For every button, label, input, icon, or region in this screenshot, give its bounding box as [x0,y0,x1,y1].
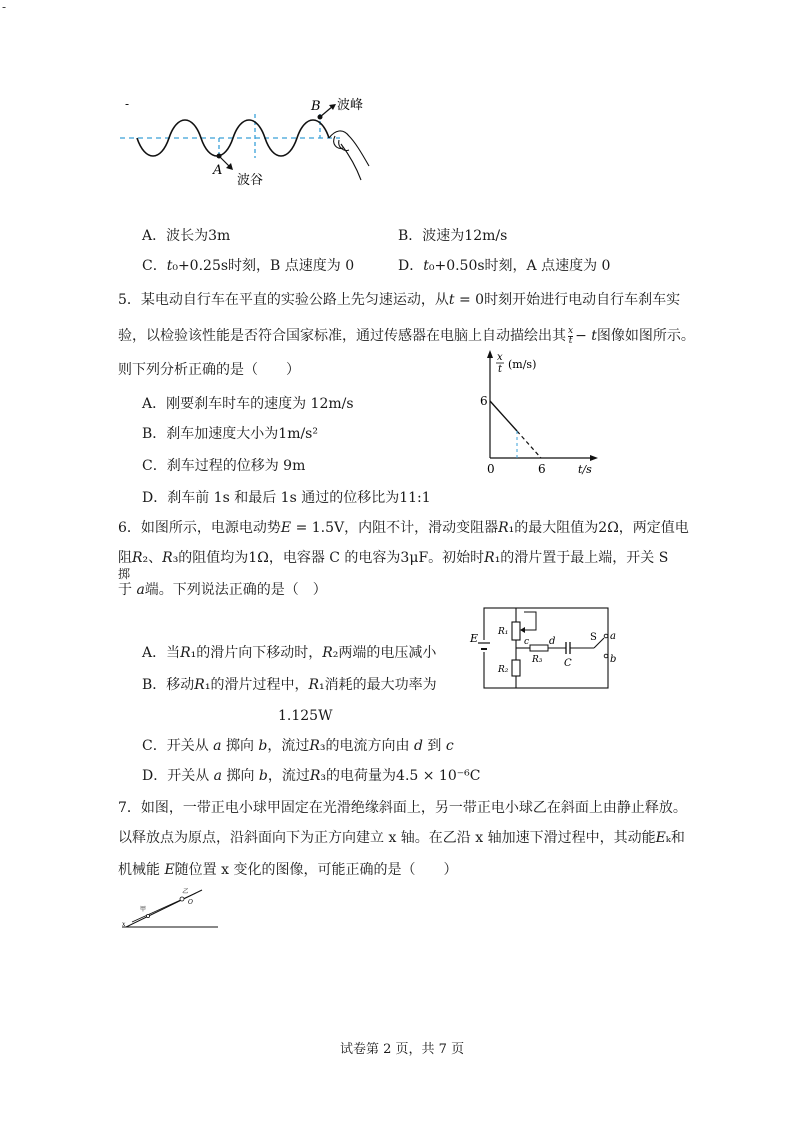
y-tick-6: 6 [480,394,488,408]
x-axis-arrow [590,455,598,461]
label-a: A [213,163,223,178]
r1-slider-arrow [520,627,525,633]
label-r3: R₃ [532,655,543,665]
label-e: E [470,632,479,645]
label-c-node: c [524,637,530,647]
q4-option-c: C．𝑡₀+0.25s时刻，B 点速度为 0 [142,258,355,274]
label-z: 乙 [182,888,189,895]
label-o: O [188,899,193,906]
r1-slider [522,612,536,630]
q6-stem-line3: 于 𝑎端。下列说法正确的是（ ） [118,582,327,598]
q7-stem-line3: 机械能 𝐸随位置 x 变化的图像，可能正确的是（ ） [118,862,458,878]
y-unit: (m/s) [508,358,537,371]
page-footer: 试卷第 2 页，共 7 页 [340,1042,465,1057]
q5-stem-text: 验，以检验该性能是否符合国家标准，通过传感器在电脑上自动描绘出其 [118,328,566,344]
q5-stem-tail: − 𝑡图像如图所示。 [575,328,695,344]
ball-j [146,914,149,917]
q6-circuit [468,602,618,694]
q5-fraction [568,327,573,346]
q6-stem-line2: 阻𝑅₂、𝑅₃的阻值均为1Ω，电容器 C 的电容为3μF。初始时𝑅₁的滑片置于最上端，开关 S [118,550,669,566]
q5-option-d: D．刹车前 1s 和最后 1s 通过的位移比为11:1 [142,490,431,506]
x-axis-label: t/s [578,463,592,476]
ball-z [180,897,184,901]
q6-option-a: A．当𝑅₁的滑片向下移动时，𝑅₂两端的电压减小 [142,645,437,661]
q5-stem-line1: 5．某电动自行车在平直的实验公路上先匀速运动，从𝑡 = 0时刻开始进行电动自行车刹车实 [118,292,681,308]
y-label-den: t [498,364,503,375]
q6-option-b-value: 1.125W [278,708,333,724]
q7-stem-line1: 7．如图，一带正电小球甲固定在光滑绝缘斜面上，另一带正电小球乙在斜面上由静止释放。 [118,800,687,816]
q5-option-b: B．刹车加速度大小为1m/s² [142,426,318,442]
switch-contact-a [604,634,608,638]
origin-label: 0 [487,462,495,476]
data-line [490,401,517,431]
q5-stem-line2 [118,326,695,346]
label-d-node: d [549,636,556,647]
q5-frac-num: 𝑥 [568,325,574,336]
label-a: a [610,631,616,642]
wave-dash: - [125,97,130,111]
label-s: S [590,632,597,643]
label-j: 甲 [140,906,147,913]
label-trough: 波谷 [237,173,264,188]
switch-contact-b [604,654,608,658]
wave-figure [115,92,395,192]
q6-option-c: C．开关从 𝑎 掷向 𝑏，流过𝑅₃的电流方向由 𝑑 到 𝑐 [142,738,454,754]
arrow-b [320,106,333,117]
corner-mark: - [2,0,7,14]
q5-stem-line3: 则下列分析正确的是（ ） [118,362,300,378]
q6-stem-line1: 6．如图所示，电源电动势𝐸 = 1.5V，内阻不计，滑动变阻器𝑅₁的最大阻值为2Ω，两定值电 [118,520,689,536]
q6-option-b: B．移动𝑅₁的滑片过程中，𝑅₁消耗的最大功率为 [142,677,437,693]
q5-option-a: A．刚要刹车时车的速度为 12m/s [142,396,354,412]
q7-incline-figure [118,884,222,932]
q4-option-a: A．波长为3m [142,228,231,244]
q4-option-b: B．波速为12m/s [398,228,508,244]
label-cap: C [564,658,572,669]
x-tick-6: 6 [538,462,546,476]
label-b: B [311,99,321,114]
y-label-num: x [497,352,503,363]
q6-stem-line2b: 掷 [118,567,131,581]
q6-option-d: D．开关从 𝑎 掷向 𝑏，流过𝑅₃的电荷量为4.5 × 10⁻⁶C [142,768,481,784]
q5-option-c: C．刹车过程的位移为 9m [142,458,306,474]
q5-frac-den: 𝑡 [568,335,573,346]
data-line-dashed [517,431,541,458]
q7-stem-line2: 以释放点为原点，沿斜面向下为正方向建立 x 轴。在乙沿 x 轴加速下滑过程中，其动能𝐸ₖ和 [118,830,685,846]
hand-icon [329,131,369,180]
q5-xt-graph [470,346,610,478]
label-x: x [122,921,126,928]
label-peak: 波峰 [337,98,364,113]
label-r2: R₂ [498,665,509,675]
resistor-r3 [530,645,548,651]
resistor-r1 [512,622,520,640]
y-axis-arrow [487,350,493,358]
resistor-r2 [512,660,520,676]
label-b: b [610,654,617,665]
q4-option-d: D．𝑡₀+0.50s时刻，A 点速度为 0 [398,258,611,274]
label-r1: R₁ [498,627,509,637]
battery-gap [478,640,490,652]
